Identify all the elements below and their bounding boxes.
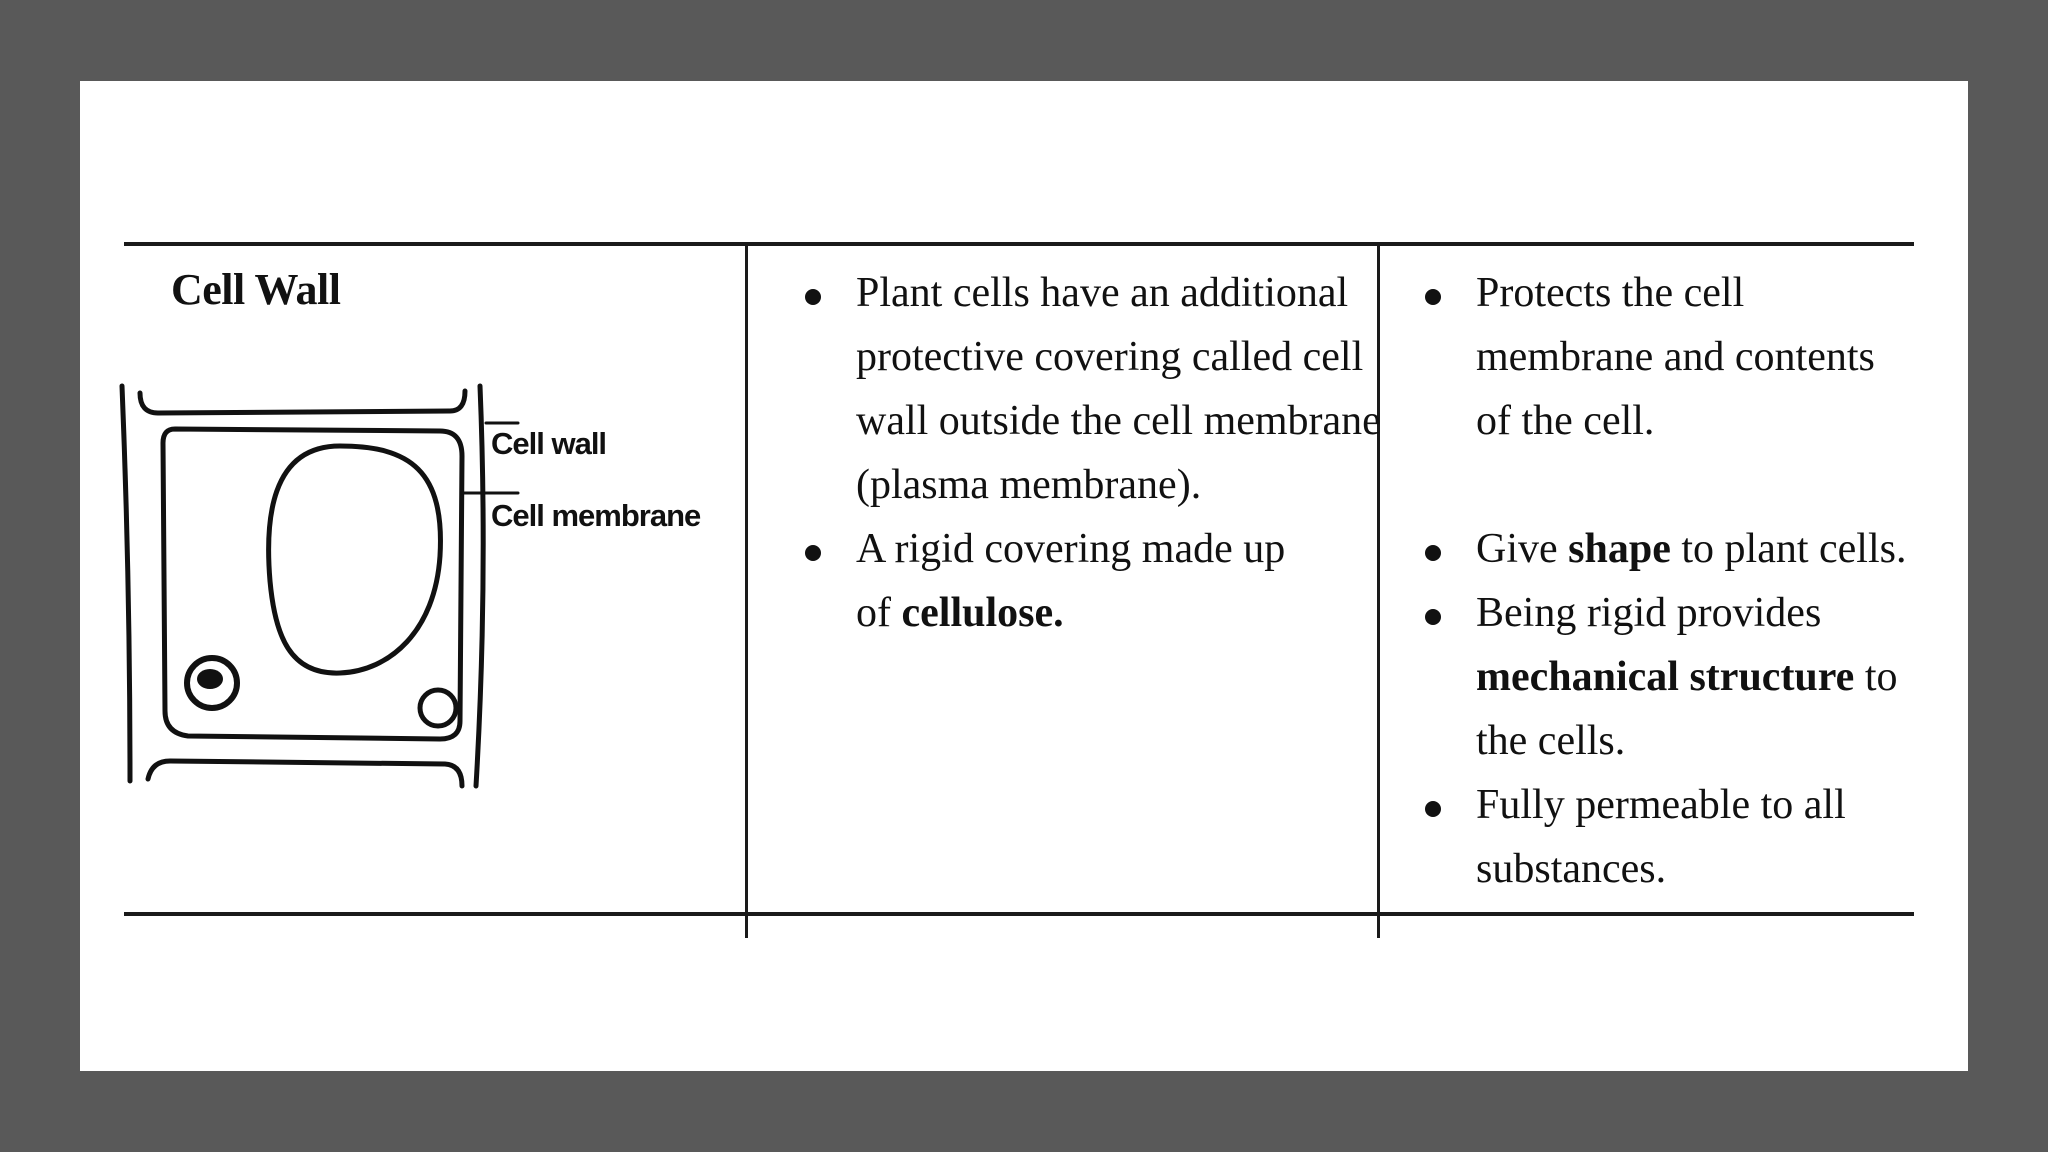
text-line: A rigid covering made up: [856, 526, 1286, 572]
text-fragment: Give: [1476, 526, 1569, 572]
table-bottom-rule: [124, 912, 1914, 916]
cell-wall-top: [140, 391, 465, 413]
bold-term: mechanical structure: [1476, 654, 1855, 700]
list-item: [1400, 773, 1906, 901]
text-line: [856, 581, 1381, 645]
cell-membrane-outline: [163, 429, 462, 739]
organelle: [420, 690, 456, 726]
text-line: wall outside the cell membrane: [856, 398, 1381, 444]
text-line: [1476, 517, 1906, 581]
table-top-rule: [124, 242, 1914, 246]
list-item: [1400, 581, 1906, 773]
list-item: [1400, 261, 1906, 453]
bold-term: cellulose.: [901, 590, 1064, 636]
cell-wall-left: [122, 386, 130, 781]
cell-wall-bottom: [148, 761, 462, 786]
document-page: [80, 81, 1968, 1071]
text-fragment: to plant cells.: [1670, 526, 1907, 572]
list-item: [1400, 517, 1906, 581]
vacuole: [269, 446, 441, 673]
structure-description-list: [780, 261, 1381, 645]
text-line: [1476, 645, 1906, 709]
text-line: protective covering called cell: [856, 334, 1364, 380]
text-line: membrane and contents: [1476, 334, 1875, 380]
bold-term: shape: [1568, 526, 1671, 572]
label-cell-wall: Cell wall: [491, 426, 607, 461]
column-divider-1: [745, 242, 748, 938]
list-item: [780, 517, 1381, 645]
label-cell-membrane: Cell membrane: [491, 498, 701, 533]
text-line: Plant cells have an additional: [856, 270, 1349, 316]
text-line: the cells.: [1476, 718, 1626, 764]
nucleolus: [197, 669, 223, 689]
text-line: Being rigid provides: [1476, 590, 1822, 636]
text-fragment: of: [856, 590, 902, 636]
function-list: [1400, 261, 1906, 901]
text-line: of the cell.: [1476, 398, 1655, 444]
text-line: Protects the cell: [1476, 270, 1745, 316]
list-item: [780, 261, 1381, 517]
cell-wall-right: [476, 386, 483, 786]
text-line: Fully permeable to all: [1476, 782, 1846, 828]
text-fragment: to: [1854, 654, 1898, 700]
text-line: (plasma membrane).: [856, 462, 1202, 508]
text-line: substances.: [1476, 846, 1667, 892]
row-heading: Cell Wall: [171, 265, 341, 314]
